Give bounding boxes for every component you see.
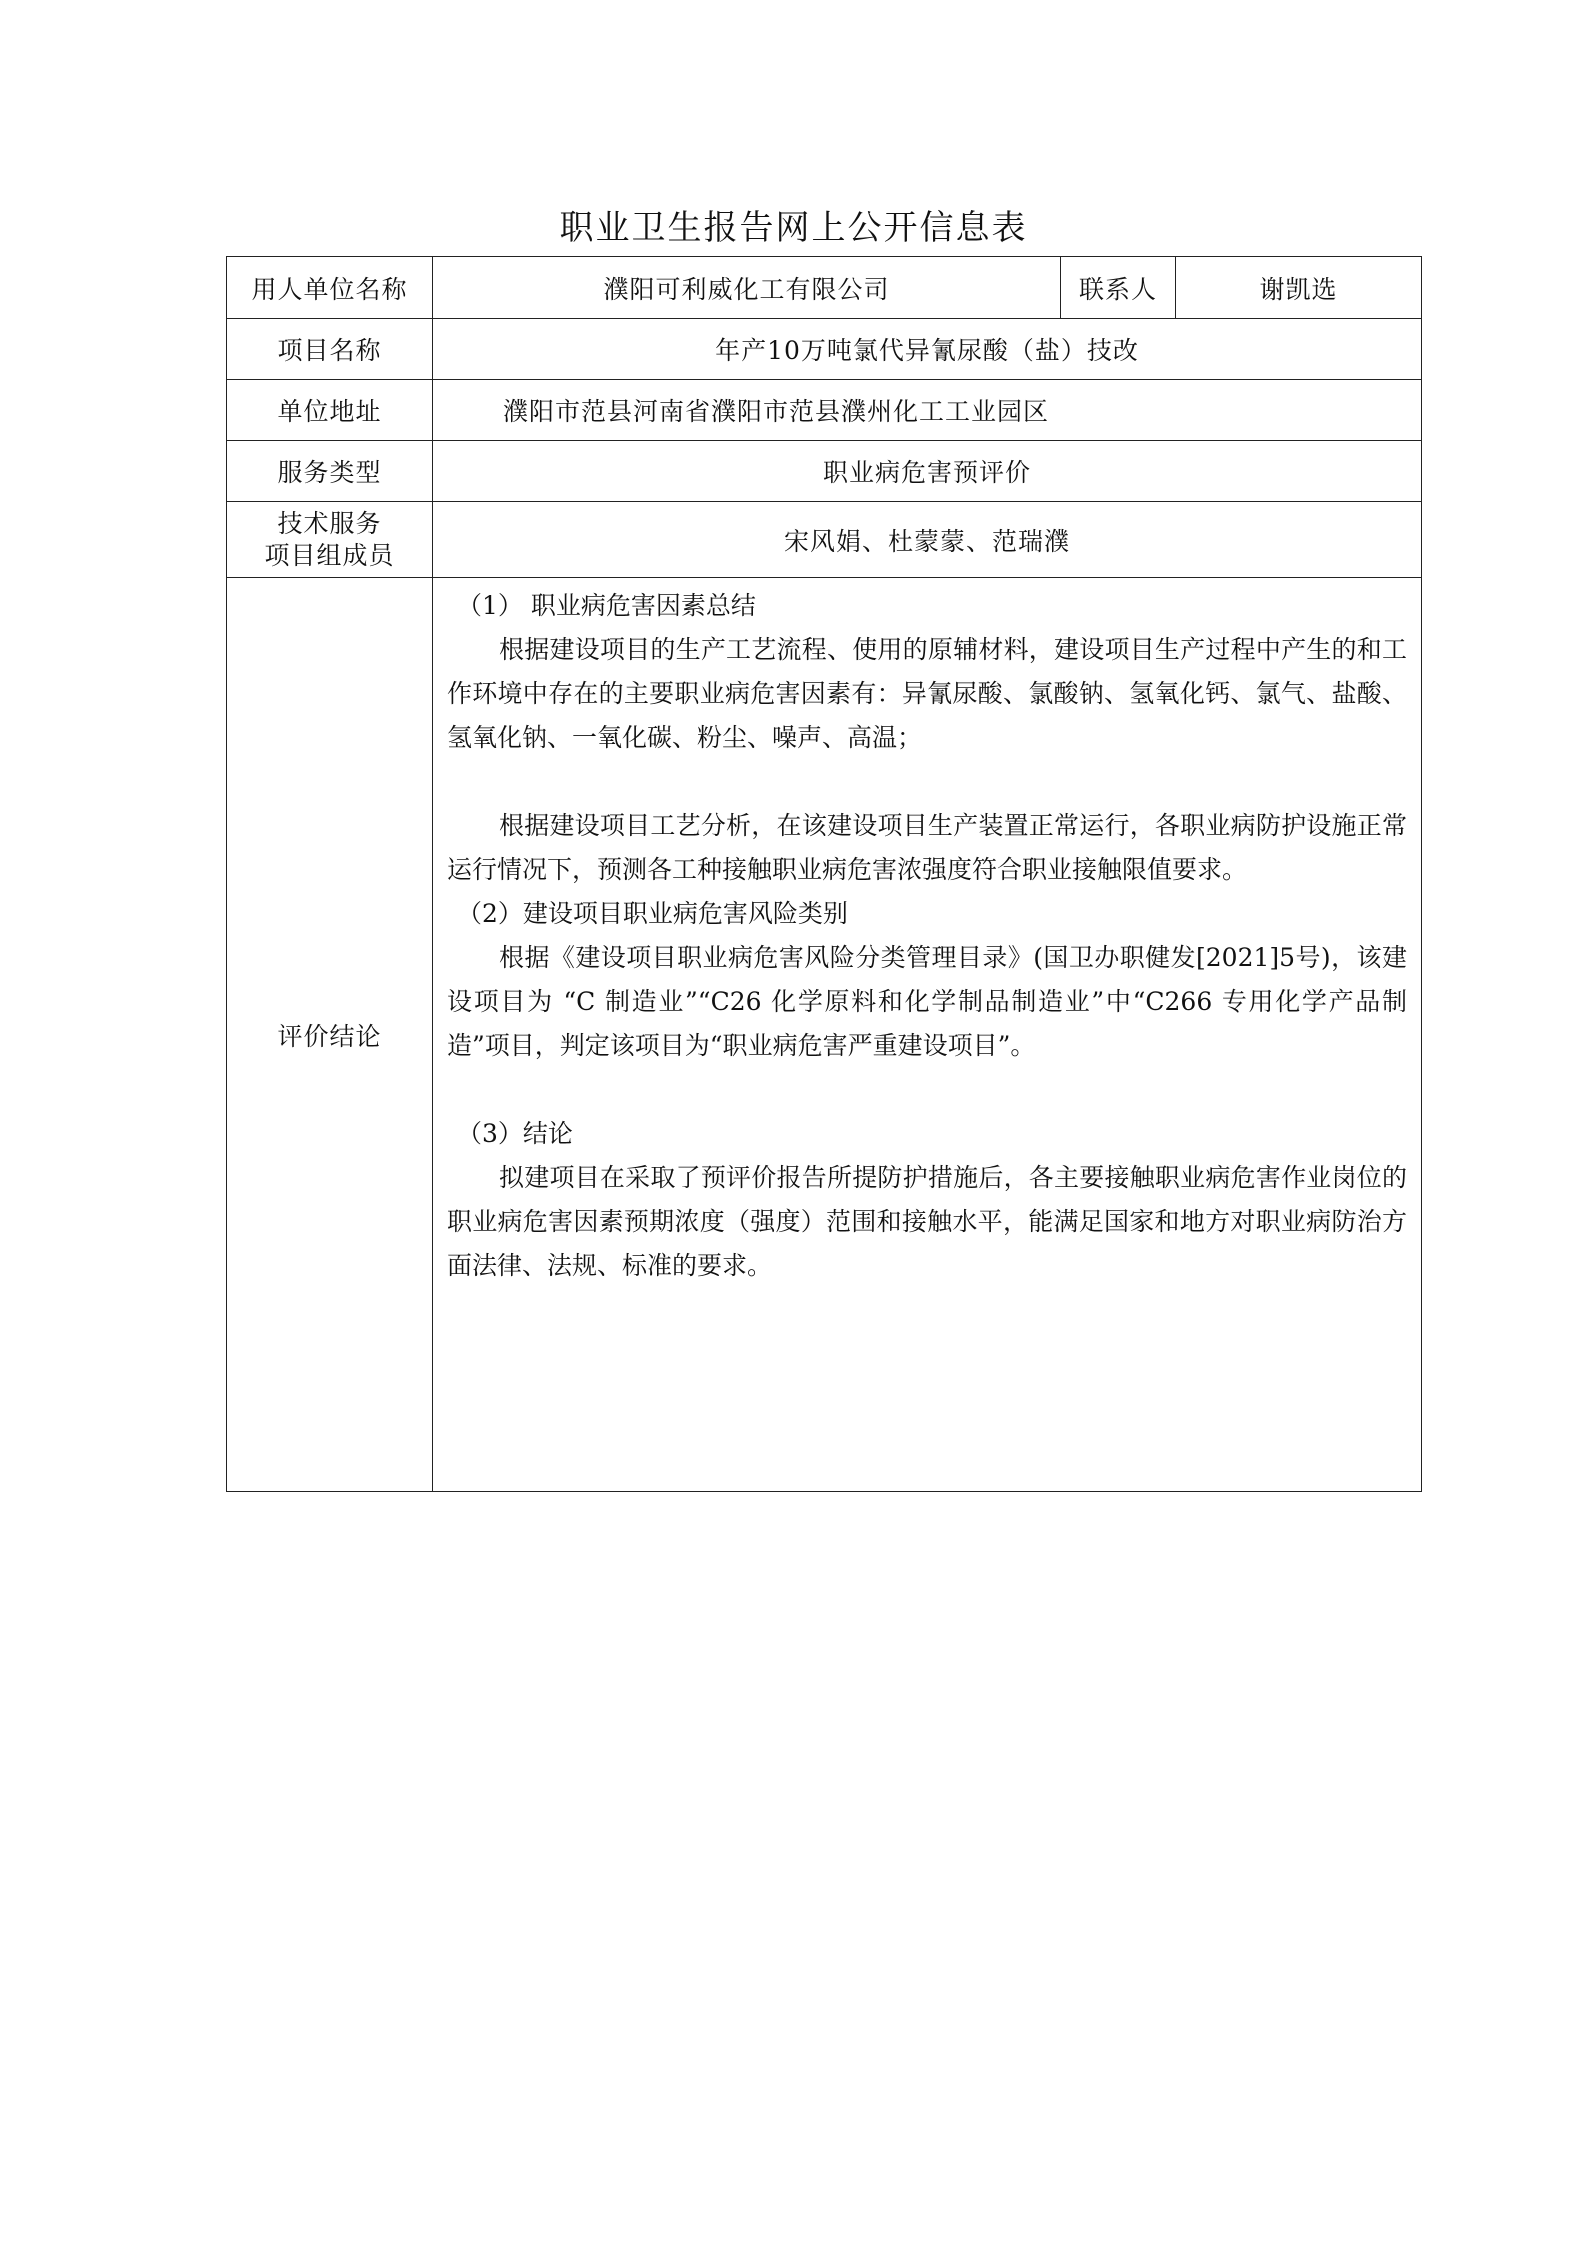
- employer-value: 濮阳可利威化工有限公司: [433, 257, 1061, 319]
- table-row-service: [227, 441, 1422, 502]
- project-label: 项目名称: [227, 319, 433, 380]
- section3-paragraph: 拟建项目在采取了预评价报告所提防护措施后，各主要接触职业病危害作业岗位的职业病危害因素预期浓度（强度）范围和接触水平，能满足国家和地方对职业病防治方面法律、法规、标准的要求。: [447, 1163, 1407, 1280]
- paragraph-spacer: [447, 760, 1407, 804]
- conclusion-label: 评价结论: [227, 578, 433, 1492]
- table-row-team: [227, 502, 1422, 578]
- table-row-conclusion: [227, 578, 1422, 1492]
- page-title: 职业卫生报告网上公开信息表: [559, 208, 1028, 248]
- contact-label: 联系人: [1061, 257, 1176, 319]
- employer-label: 用人单位名称: [227, 257, 433, 319]
- team-value: 宋风娟、杜蒙蒙、范瑞濮: [433, 502, 1422, 578]
- team-label-line1: 技术服务: [277, 508, 382, 538]
- table-row-address: [227, 380, 1422, 441]
- paragraph-spacer: [447, 1068, 1407, 1112]
- service-value: 职业病危害预评价: [433, 441, 1422, 502]
- section1-paragraph2: 根据建设项目工艺分析，在该建设项目生产装置正常运行，各职业病防护设施正常运行情况下，预测各工种接触职业病危害浓强度符合职业接触限值要求。: [447, 811, 1407, 884]
- table-row-project: [227, 319, 1422, 380]
- section2-heading: （2）建设项目职业病危害风险类别: [457, 899, 848, 928]
- conclusion-content: [433, 578, 1422, 1492]
- section2-paragraph: 根据《建设项目职业病危害风险分类管理目录》(国卫办职健发[2021]5号)，该建设项目为 “C 制造业”“C26 化学原料和化学制品制造业”中“C266 专用化学产品制造”项目，判定该项目为“职业病危害严重建设项目”。: [447, 943, 1407, 1060]
- service-label: 服务类型: [227, 441, 433, 502]
- project-value: 年产10万吨氯代异氰尿酸（盐）技改: [433, 319, 1422, 380]
- address-label: 单位地址: [227, 380, 433, 441]
- table-row-employer: [227, 257, 1422, 319]
- team-label: [227, 502, 433, 578]
- info-table: [226, 256, 1422, 1492]
- team-label-line2: 项目组成员: [264, 540, 395, 570]
- section1-paragraph1: 根据建设项目的生产工艺流程、使用的原辅材料，建设项目生产过程中产生的和工作环境中存在的主要职业病危害因素有：异氰尿酸、氯酸钠、氢氧化钙、氯气、盐酸、氢氧化钠、一氧化碳、粉尘、噪声、高温；: [447, 635, 1407, 752]
- contact-value: 谢凯选: [1176, 257, 1422, 319]
- address-value: 濮阳市范县河南省濮阳市范县濮州化工工业园区: [433, 380, 1422, 441]
- section3-heading: （3）结论: [457, 1119, 573, 1148]
- section1-heading: （1） 职业病危害因素总结: [457, 591, 756, 620]
